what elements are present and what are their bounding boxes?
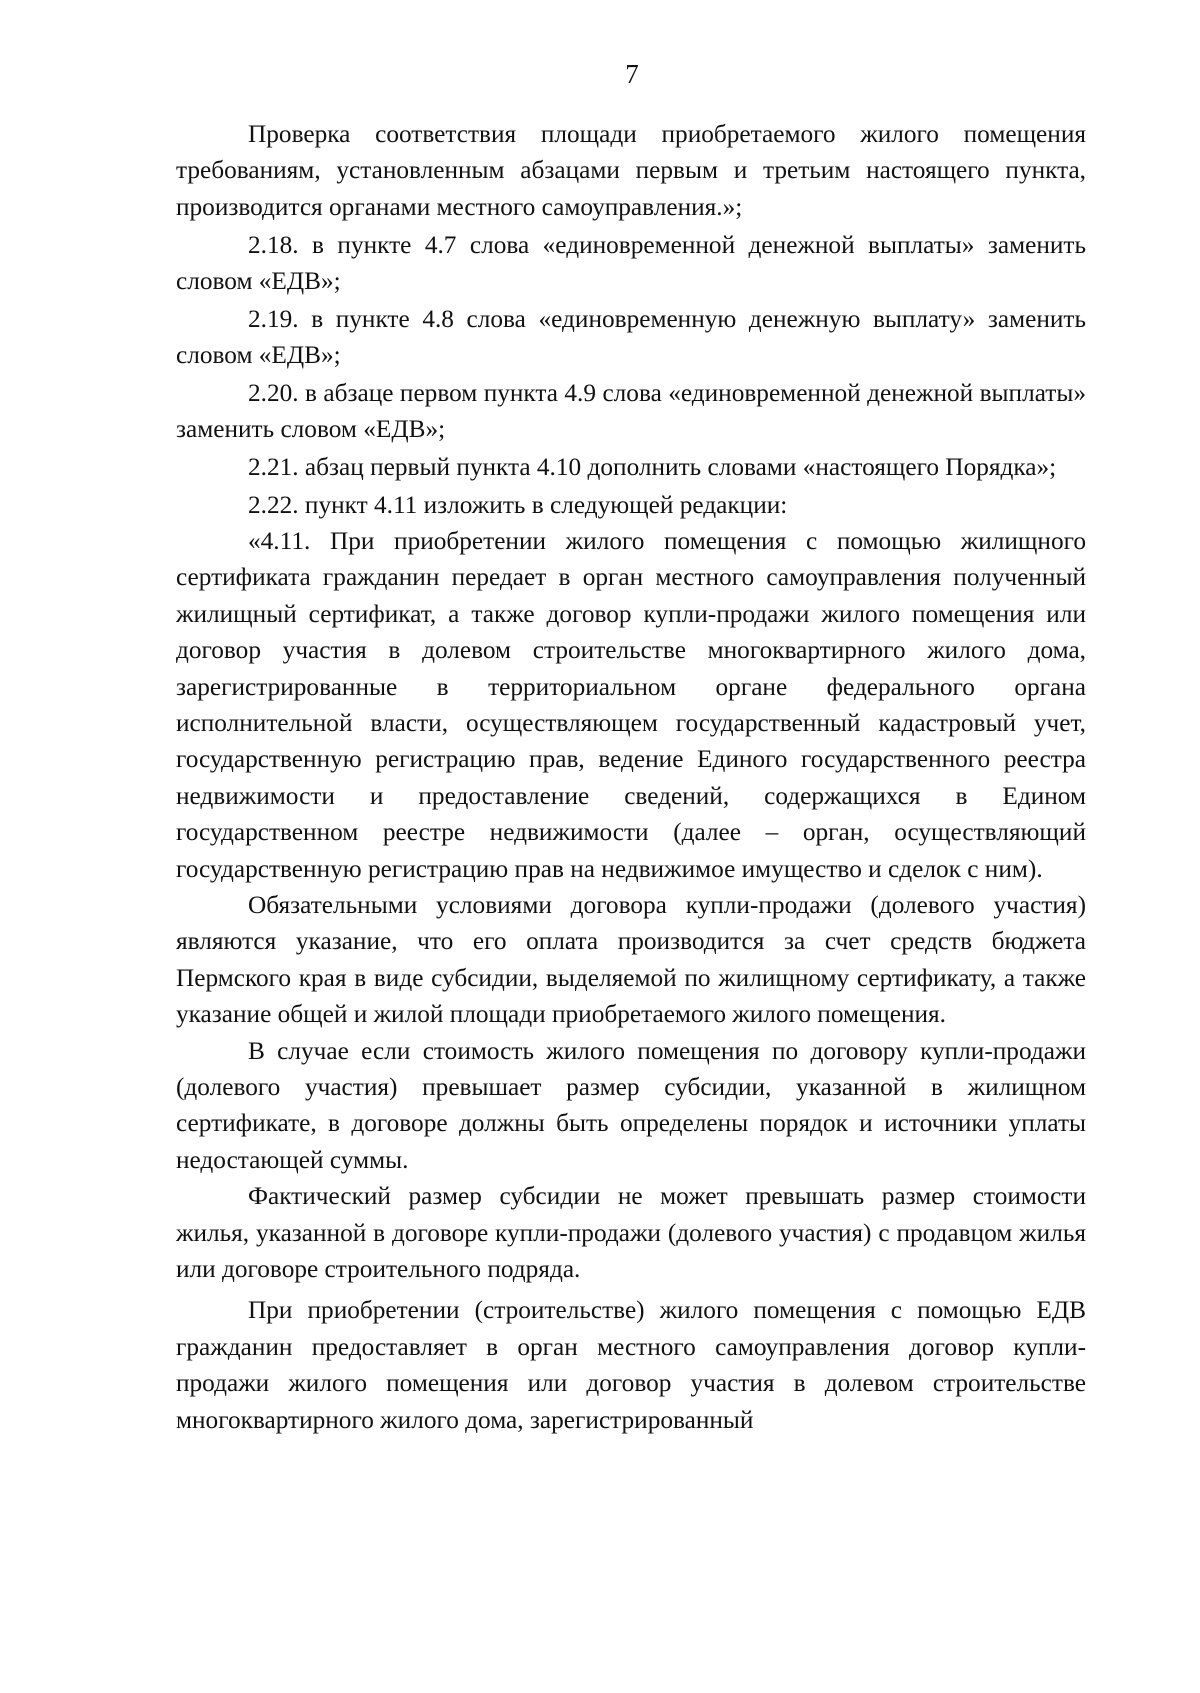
paragraph-2-20: 2.20. в абзаце первом пункта 4.9 слова «единовременной денежной выплаты» заменить словом «ЕДВ»;	[176, 378, 1086, 444]
paragraph-area-check: Проверка соответствия площади приобретаемого жилого помещения требованиям, установленным абзацами первым и третьим настоящего пункта, производится органами местного самоуправления.»;	[176, 120, 1086, 221]
page-number: 7	[625, 59, 639, 89]
paragraph-edv-purchase: При приобретении (строительстве) жилого помещения с помощью ЕДВ гражданин предоставляет в орган местного самоуправления договор купли-продажи жилого помещения или договор участия в долевом строительстве многоквартирного жилого дома, зарегистрированный	[176, 1296, 1086, 1434]
paragraph-cost-exceeds: В случае если стоимость жилого помещения по договору купли-продажи (долевого участия) превышает размер субсидии, указанной в жилищном сертификате, в договоре должны быть определены порядок и источники уплаты недостающей суммы.	[176, 1036, 1086, 1174]
paragraph-2-21: 2.21. абзац первый пункта 4.10 дополнить словами «настоящего Порядка»;	[248, 452, 1057, 481]
paragraph-2-19: 2.19. в пункте 4.8 слова «единовременную денежную выплату» заменить словом «ЕДВ»;	[176, 304, 1086, 370]
paragraph-4-11: «4.11. При приобретении жилого помещения с помощью жилищного сертификата гражданин передает в орган местного самоуправления полученный жилищный сертификат, а также договор купли-продажи жилого помещения или договор участия в долевом строительстве многоквартирного жилого дома, зарегистрированные в территориальном органе федерального органа исполнительной власти, осуществляющем государственный кадастровый учет, государственную регистрацию прав, ведение Единого государственного реестра недвижимости и предоставление сведений, содержащихся в Едином государственном реестре недвижимости (далее – орган, осуществляющий государственную регистрацию прав на недвижимое имущество и сделок с ним).	[176, 526, 1086, 883]
paragraph-2-22: 2.22. пункт 4.11 изложить в следующей редакции:	[248, 490, 788, 519]
paragraph-contract-conditions: Обязательными условиями договора купли-продажи (долевого участия) являются указание, что его оплата производится за счет средств бюджета Пермского края в виде субсидии, выделяемой по жилищному сертификату, а также указание общей и жилой площади приобретаемого жилого помещения.	[176, 891, 1086, 1029]
document-body	[176, 116, 1086, 1439]
paragraph-2-18: 2.18. в пункте 4.7 слова «единовременной денежной выплаты» заменить словом «ЕДВ»;	[176, 230, 1086, 295]
paragraph-actual-subsidy: Фактический размер субсидии не может превышать размер стоимости жилья, указанной в договоре купли-продажи (долевого участия) с продавцом жилья или договоре строительного подряда.	[176, 1182, 1086, 1284]
